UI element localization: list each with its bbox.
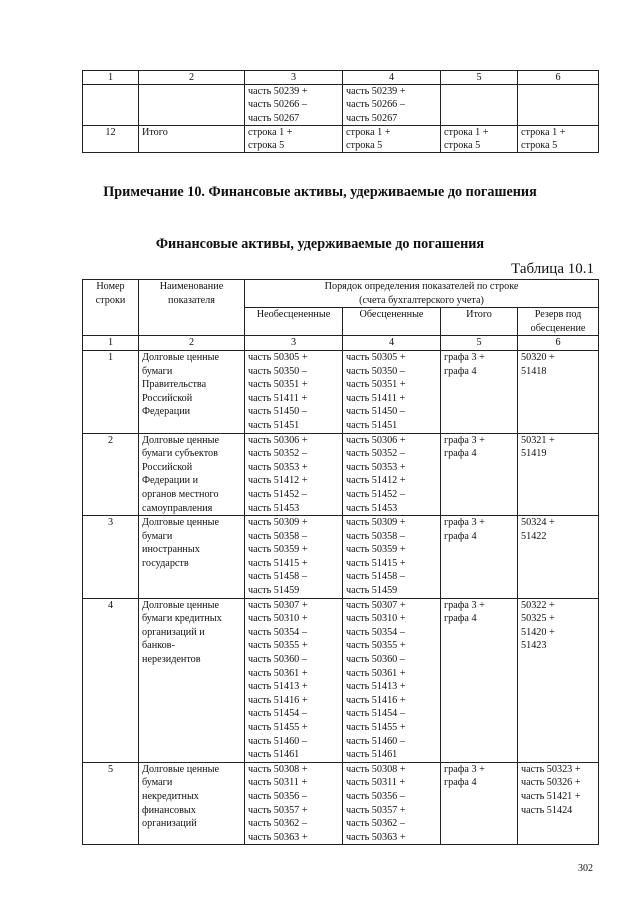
header-line: Порядок определения показателей по строке <box>324 281 519 292</box>
header-line: строки <box>95 294 126 306</box>
cell-unimpaired-line: часть 50360 – <box>248 654 307 666</box>
header-reserve <box>518 308 599 336</box>
column-number: 2 <box>139 336 245 351</box>
indicator-name-line: организаций и <box>142 626 205 638</box>
column-numbers-row <box>83 336 599 351</box>
table-header-row <box>83 71 599 85</box>
cell-col3-line: часть 50239 + <box>248 86 308 98</box>
table-row <box>83 762 599 845</box>
cell-impaired-line: часть 50350 – <box>346 365 405 377</box>
row-number: 3 <box>83 516 139 599</box>
cell-unimpaired-line: часть 50309 + <box>248 517 308 529</box>
cell-unimpaired-line: часть 50350 – <box>248 365 307 377</box>
header-line: Номер <box>96 281 125 292</box>
cell-total-line: графа 4 <box>444 777 477 789</box>
cell-unimpaired-line: часть 51461 <box>248 749 300 761</box>
indicator-name-line: государств <box>142 557 189 569</box>
indicator-name-line: бумаги кредитных <box>142 613 222 625</box>
cell-unimpaired <box>245 598 343 762</box>
header-determination-order <box>245 280 599 308</box>
header-row-number <box>83 280 139 336</box>
column-number: 1 <box>83 71 139 85</box>
cell-col4-line: строка 5 <box>346 140 383 152</box>
cell-col4-line: часть 50239 + <box>346 86 406 98</box>
cell-impaired <box>343 598 441 762</box>
cell-unimpaired-line: часть 51416 + <box>248 694 308 706</box>
cell-unimpaired-line: часть 50307 + <box>248 599 308 611</box>
row-number: 5 <box>83 762 139 845</box>
cell-unimpaired-line: часть 50351 + <box>248 379 308 391</box>
row-number <box>83 85 139 126</box>
cell-impaired-line: часть 50352 – <box>346 448 405 460</box>
cell-unimpaired-line: часть 51459 <box>248 585 300 597</box>
cell-impaired-line: часть 51458 – <box>346 571 405 583</box>
cell-impaired <box>343 350 441 433</box>
cell-unimpaired-line: часть 50362 – <box>248 818 307 830</box>
cell-unimpaired-line: часть 50357 + <box>248 804 308 816</box>
cell-total <box>441 516 518 599</box>
cell-total-line: графа 3 + <box>444 763 485 775</box>
table-caption: Таблица 10.1 <box>511 261 594 277</box>
row-number: 4 <box>83 598 139 762</box>
cell-unimpaired <box>245 516 343 599</box>
cell-total-line: графа 3 + <box>444 434 485 446</box>
cell-reserve-line: 50325 + <box>521 613 555 625</box>
cell-reserve-line: 50324 + <box>521 517 555 529</box>
cell-unimpaired-line: часть 50305 + <box>248 351 308 363</box>
cell-impaired-line: часть 50360 – <box>346 654 405 666</box>
cell-col3-line: строка 5 <box>248 140 285 152</box>
cell-unimpaired-line: часть 51450 – <box>248 406 307 418</box>
indicator-name-line: бумаги <box>142 365 173 377</box>
cell-total <box>441 350 518 433</box>
column-number: 3 <box>245 71 343 85</box>
cell-reserve-line: 50321 + <box>521 434 555 446</box>
indicator-name-line: организаций <box>142 818 197 830</box>
indicator-name-line: иностранных <box>142 544 200 556</box>
cell-impaired-line: часть 50355 + <box>346 640 406 652</box>
cell-col6 <box>518 85 599 126</box>
page-number: 302 <box>578 863 593 874</box>
cell-reserve <box>518 516 599 599</box>
cell-col3 <box>245 85 343 126</box>
cell-col5-line: строка 5 <box>444 140 481 152</box>
row-number: 1 <box>83 350 139 433</box>
cell-reserve-line: 50320 + <box>521 351 555 363</box>
column-number: 1 <box>83 336 139 351</box>
column-number: 3 <box>245 336 343 351</box>
cell-unimpaired-line: часть 50358 – <box>248 530 307 542</box>
row-number: 12 <box>83 125 139 152</box>
cell-impaired-line: часть 51450 – <box>346 406 405 418</box>
cell-col5-line: строка 1 + <box>444 126 489 138</box>
cell-reserve <box>518 350 599 433</box>
column-number: 6 <box>518 71 599 85</box>
cell-impaired-line: часть 51416 + <box>346 694 406 706</box>
cell-unimpaired-line: часть 50353 + <box>248 461 308 473</box>
cell-unimpaired-line: часть 50310 + <box>248 613 308 625</box>
cell-total-line: графа 4 <box>444 365 477 377</box>
cell-unimpaired-line: часть 51453 <box>248 502 300 514</box>
cell-reserve-line: часть 50323 + <box>521 763 581 775</box>
cell-unimpaired-line: часть 50308 + <box>248 763 308 775</box>
cell-impaired-line: часть 51461 <box>346 749 398 761</box>
header-line: обесценение <box>530 322 586 334</box>
cell-impaired-line: часть 50353 + <box>346 461 406 473</box>
indicator-name-line: нерезидентов <box>142 654 201 666</box>
table-title: Финансовые активы, удерживаемые до погашения <box>155 236 485 252</box>
cell-unimpaired-line: часть 51415 + <box>248 557 308 569</box>
cell-reserve-line: часть 50326 + <box>521 777 581 789</box>
cell-reserve-line: 50322 + <box>521 599 555 611</box>
column-number: 4 <box>343 336 441 351</box>
cell-impaired-line: часть 51452 – <box>346 488 405 500</box>
indicator-name <box>139 598 245 762</box>
row-name: Итого <box>139 125 245 152</box>
cell-col6-line: строка 5 <box>521 140 558 152</box>
header-line: показателя <box>168 294 215 306</box>
cell-impaired-line: часть 50363 + <box>346 831 406 843</box>
cell-total <box>441 598 518 762</box>
cell-unimpaired-line: часть 50361 + <box>248 667 308 679</box>
cell-total-line: графа 4 <box>444 613 477 625</box>
column-number: 2 <box>139 71 245 85</box>
header-total: Итого <box>441 308 518 336</box>
cell-impaired-line: часть 50311 + <box>346 777 406 789</box>
cell-unimpaired-line: часть 50354 – <box>248 626 307 638</box>
cell-impaired-line: часть 51454 – <box>346 708 405 720</box>
cell-unimpaired-line: часть 51455 + <box>248 722 308 733</box>
indicator-name-line: Федерации <box>142 406 191 418</box>
table-row <box>83 433 599 516</box>
cell-reserve <box>518 598 599 762</box>
table-row <box>83 350 599 433</box>
cell-impaired-line: часть 51412 + <box>346 475 406 487</box>
cell-col6-line: строка 1 + <box>521 126 566 138</box>
cell-reserve <box>518 433 599 516</box>
cell-unimpaired-line: часть 51460 – <box>248 735 307 747</box>
cell-total-line: графа 4 <box>444 448 477 460</box>
column-number: 5 <box>441 71 518 85</box>
table-row <box>83 598 599 762</box>
cell-reserve <box>518 762 599 845</box>
cell-unimpaired <box>245 433 343 516</box>
indicator-name <box>139 350 245 433</box>
cell-total-line: графа 3 + <box>444 517 485 529</box>
indicator-name-line: бумаги субъектов <box>142 448 218 460</box>
cell-unimpaired-line: часть 50311 + <box>248 777 308 789</box>
column-number: 5 <box>441 336 518 351</box>
indicator-name-line: Российской <box>142 461 193 473</box>
cell-impaired-line: часть 50356 – <box>346 790 405 802</box>
cell-impaired-line: часть 50308 + <box>346 763 406 775</box>
cell-unimpaired-line: часть 51411 + <box>248 392 308 404</box>
cell-impaired-line: часть 50309 + <box>346 517 406 529</box>
continuation-table <box>82 70 599 153</box>
cell-unimpaired-line: часть 51451 <box>248 419 300 431</box>
cell-impaired-line: часть 51453 <box>346 502 398 514</box>
indicator-name-line: Долговые ценные <box>142 351 219 363</box>
cell-unimpaired-line: часть 50306 + <box>248 434 308 446</box>
indicator-name-line: некредитных <box>142 790 199 802</box>
cell-unimpaired-line: часть 51454 – <box>248 708 307 720</box>
cell-reserve-line: 51420 + <box>521 626 555 638</box>
indicator-name-line: бумаги <box>142 777 173 789</box>
cell-col6 <box>518 125 599 152</box>
cell-impaired-line: часть 51451 <box>346 419 398 431</box>
cell-impaired-line: часть 51413 + <box>346 681 406 693</box>
cell-impaired <box>343 516 441 599</box>
cell-total-line: графа 3 + <box>444 599 485 611</box>
column-number: 4 <box>343 71 441 85</box>
cell-col4 <box>343 125 441 152</box>
cell-impaired-line: часть 50357 + <box>346 804 406 816</box>
header-unimpaired: Необесцененные <box>245 308 343 336</box>
cell-impaired <box>343 762 441 845</box>
indicator-name-line: Правительства <box>142 379 207 391</box>
cell-total-line: графа 4 <box>444 530 477 542</box>
cell-total <box>441 433 518 516</box>
cell-impaired-line: часть 51455 + <box>346 722 406 733</box>
cell-impaired-line: часть 50361 + <box>346 667 406 679</box>
cell-reserve-line: часть 51424 <box>521 804 573 816</box>
indicator-name <box>139 516 245 599</box>
cell-reserve-line: 51423 <box>521 640 547 652</box>
cell-impaired <box>343 433 441 516</box>
cell-impaired-line: часть 50351 + <box>346 379 406 391</box>
cell-col4-line: часть 50266 – <box>346 99 405 111</box>
indicator-name <box>139 762 245 845</box>
header-line: (счета бухгалтерского учета) <box>359 294 484 306</box>
cell-col3-line: часть 50267 <box>248 112 300 124</box>
column-number: 6 <box>518 336 599 351</box>
note-heading: Примечание 10. Финансовые активы, удерживаемые до погашения <box>103 184 537 200</box>
cell-unimpaired-line: часть 50352 – <box>248 448 307 460</box>
cell-unimpaired <box>245 350 343 433</box>
cell-unimpaired-line: часть 50359 + <box>248 544 308 556</box>
cell-total <box>441 762 518 845</box>
cell-unimpaired-line: часть 51458 – <box>248 571 307 583</box>
cell-reserve-line: 51418 <box>521 365 547 377</box>
cell-impaired-line: часть 50354 – <box>346 626 405 638</box>
cell-col5 <box>441 125 518 152</box>
cell-col5 <box>441 85 518 126</box>
header-line: Резерв под <box>534 309 582 321</box>
indicator-name-line: банков- <box>142 640 175 652</box>
cell-col3 <box>245 125 343 152</box>
cell-col4 <box>343 85 441 126</box>
table-row <box>83 125 599 152</box>
cell-impaired-line: часть 50362 – <box>346 818 405 830</box>
cell-impaired-line: часть 50306 + <box>346 434 406 446</box>
indicator-name-line: Долговые ценные <box>142 434 219 446</box>
cell-col3-line: строка 1 + <box>248 126 293 138</box>
cell-col4-line: часть 50267 <box>346 112 398 124</box>
cell-impaired-line: часть 51411 + <box>346 392 406 404</box>
cell-impaired-line: часть 51415 + <box>346 557 406 569</box>
cell-impaired-line: часть 50310 + <box>346 613 406 625</box>
table-row <box>83 516 599 599</box>
cell-unimpaired-line: часть 50363 + <box>248 831 308 843</box>
indicator-name-line: Федерации и <box>142 475 199 487</box>
cell-impaired-line: часть 50305 + <box>346 351 406 363</box>
table-row <box>83 85 599 126</box>
cell-unimpaired-line: часть 50356 – <box>248 790 307 802</box>
indicator-name-line: бумаги <box>142 530 173 542</box>
indicator-name-line: Долговые ценные <box>142 599 219 611</box>
indicator-name-line: самоуправления <box>142 502 213 514</box>
cell-impaired-line: часть 51459 <box>346 585 398 597</box>
cell-impaired-line: часть 50358 – <box>346 530 405 542</box>
cell-impaired-line: часть 50359 + <box>346 544 406 556</box>
cell-col4-line: строка 1 + <box>346 126 391 138</box>
indicator-name-line: Долговые ценные <box>142 517 219 529</box>
indicator-name-line: Долговые ценные <box>142 763 219 775</box>
cell-impaired-line: часть 51460 – <box>346 735 405 747</box>
indicator-name-line: финансовых <box>142 804 196 816</box>
cell-unimpaired-line: часть 50355 + <box>248 640 308 652</box>
row-number: 2 <box>83 433 139 516</box>
financial-assets-table <box>82 279 599 845</box>
row-name <box>139 85 245 126</box>
cell-unimpaired-line: часть 51452 – <box>248 488 307 500</box>
cell-unimpaired-line: часть 51413 + <box>248 681 308 693</box>
indicator-name <box>139 433 245 516</box>
cell-unimpaired <box>245 762 343 845</box>
cell-reserve-line: 51419 <box>521 448 547 460</box>
cell-col3-line: часть 50266 – <box>248 99 307 111</box>
cell-unimpaired-line: часть 51412 + <box>248 475 308 487</box>
cell-reserve-line: 51422 <box>521 530 547 542</box>
indicator-name-line: органов местного <box>142 488 219 500</box>
header-impaired: Обесцененные <box>343 308 441 336</box>
header-line: Наименование <box>159 281 224 292</box>
cell-total-line: графа 3 + <box>444 351 485 363</box>
header-indicator <box>139 280 245 336</box>
indicator-name-line: Российской <box>142 392 193 404</box>
cell-reserve-line: часть 51421 + <box>521 790 581 802</box>
cell-impaired-line: часть 50307 + <box>346 599 406 611</box>
